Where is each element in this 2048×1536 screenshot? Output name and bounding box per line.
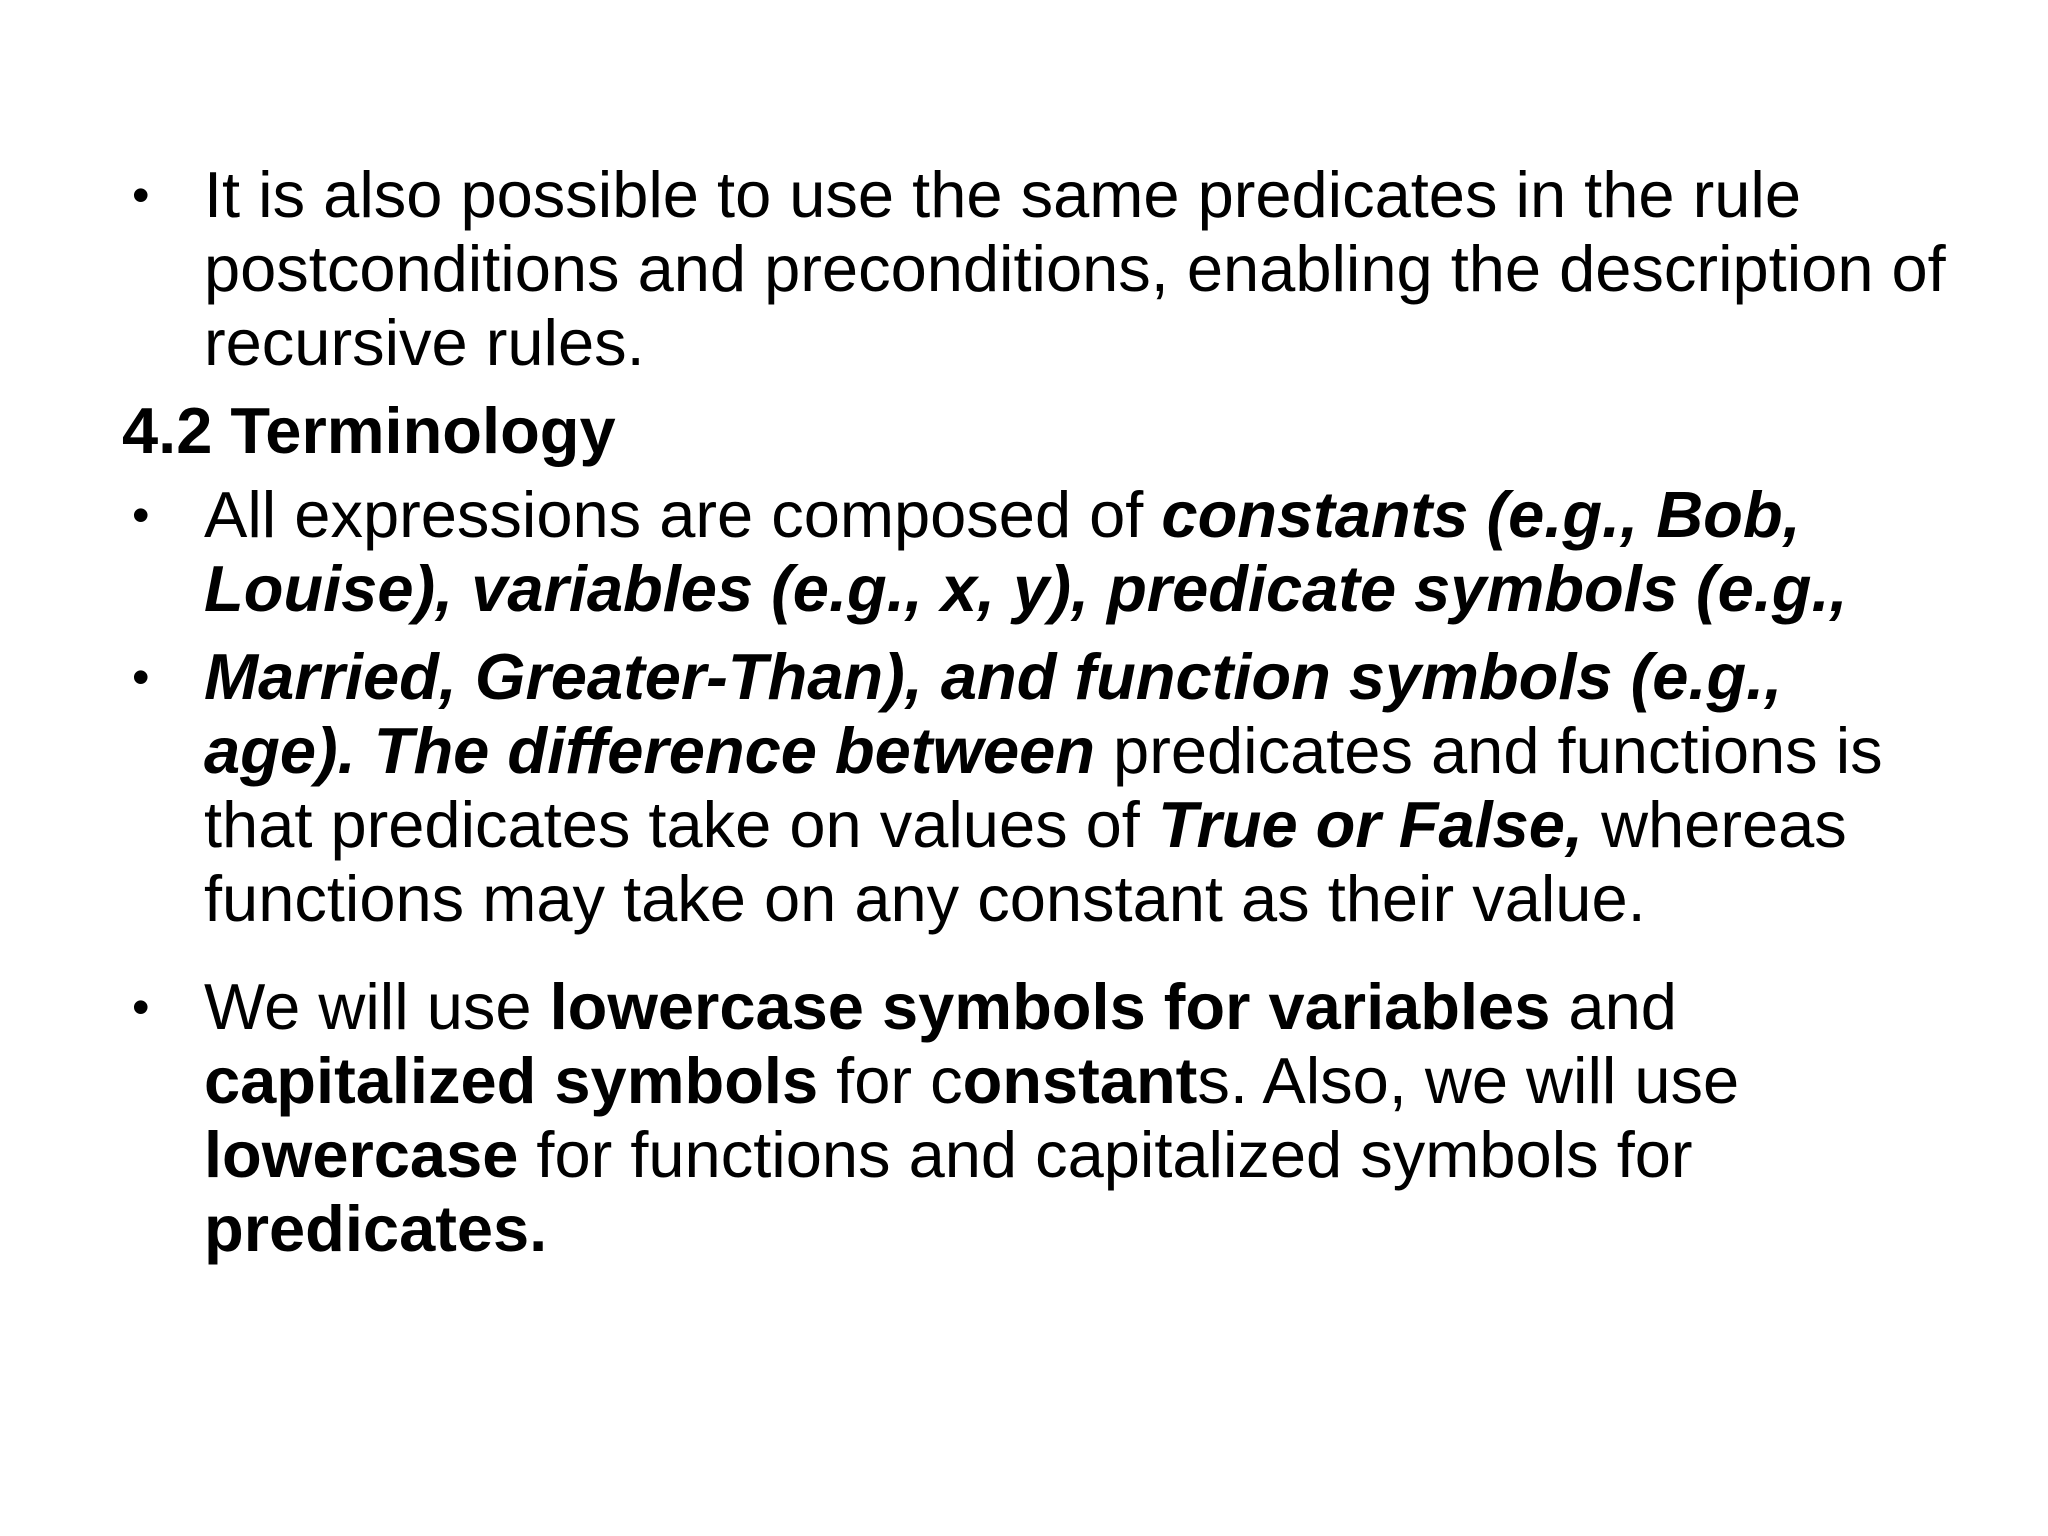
bullet-text-bold: capitalized symbols [204, 1044, 819, 1117]
bullet-icon: • [132, 167, 150, 223]
bullet-text: We will use [204, 970, 550, 1043]
bullet-text-bold: lowercase symbols for variables [549, 970, 1551, 1043]
bullet-case-conventions [122, 970, 1952, 1266]
bullet-recursive-rules [122, 158, 1952, 380]
bullet-text: whereas functions may take on any constant as their value. [204, 788, 1847, 935]
section-heading: 4.2 Terminology [122, 394, 616, 467]
bullet-predicates-functions [122, 640, 1952, 936]
bullet-text-bold: predicates. [204, 1192, 548, 1265]
bullet-text-emphasis: constants (e.g., Bob, Louise), variables (e.g., x, y), predicate symbols (e.g., [204, 478, 1848, 625]
bullet-expressions [122, 478, 1952, 626]
bullet-text: All expressions are composed of [204, 478, 1162, 551]
bullet-text: for c [818, 1044, 963, 1117]
bullet-text-emphasis: Married, Greater-Than), and function symbols (e.g., age). The difference between [204, 640, 1783, 787]
bullet-icon: • [132, 979, 150, 1035]
slide-body [122, 158, 1952, 1266]
bullet-text: It is also possible to use the same predicates in the rule postconditions and preconditions, enabling the description of recursive rules. [204, 158, 1946, 379]
bullet-text-emphasis: True or False, [1157, 788, 1584, 861]
bullet-text: s. Also, we will use [1197, 1044, 1740, 1117]
bullet-text-bold: onstant [962, 1044, 1198, 1117]
bullet-text-bold: lowercase [204, 1118, 519, 1191]
bullet-icon: • [132, 487, 150, 543]
bullet-icon: • [132, 649, 150, 705]
bullet-text: and [1550, 970, 1677, 1043]
bullet-text: for functions and capitalized symbols for [518, 1118, 1693, 1191]
bullet-text: predicates and functions is that predicates take on values of [204, 714, 1883, 861]
